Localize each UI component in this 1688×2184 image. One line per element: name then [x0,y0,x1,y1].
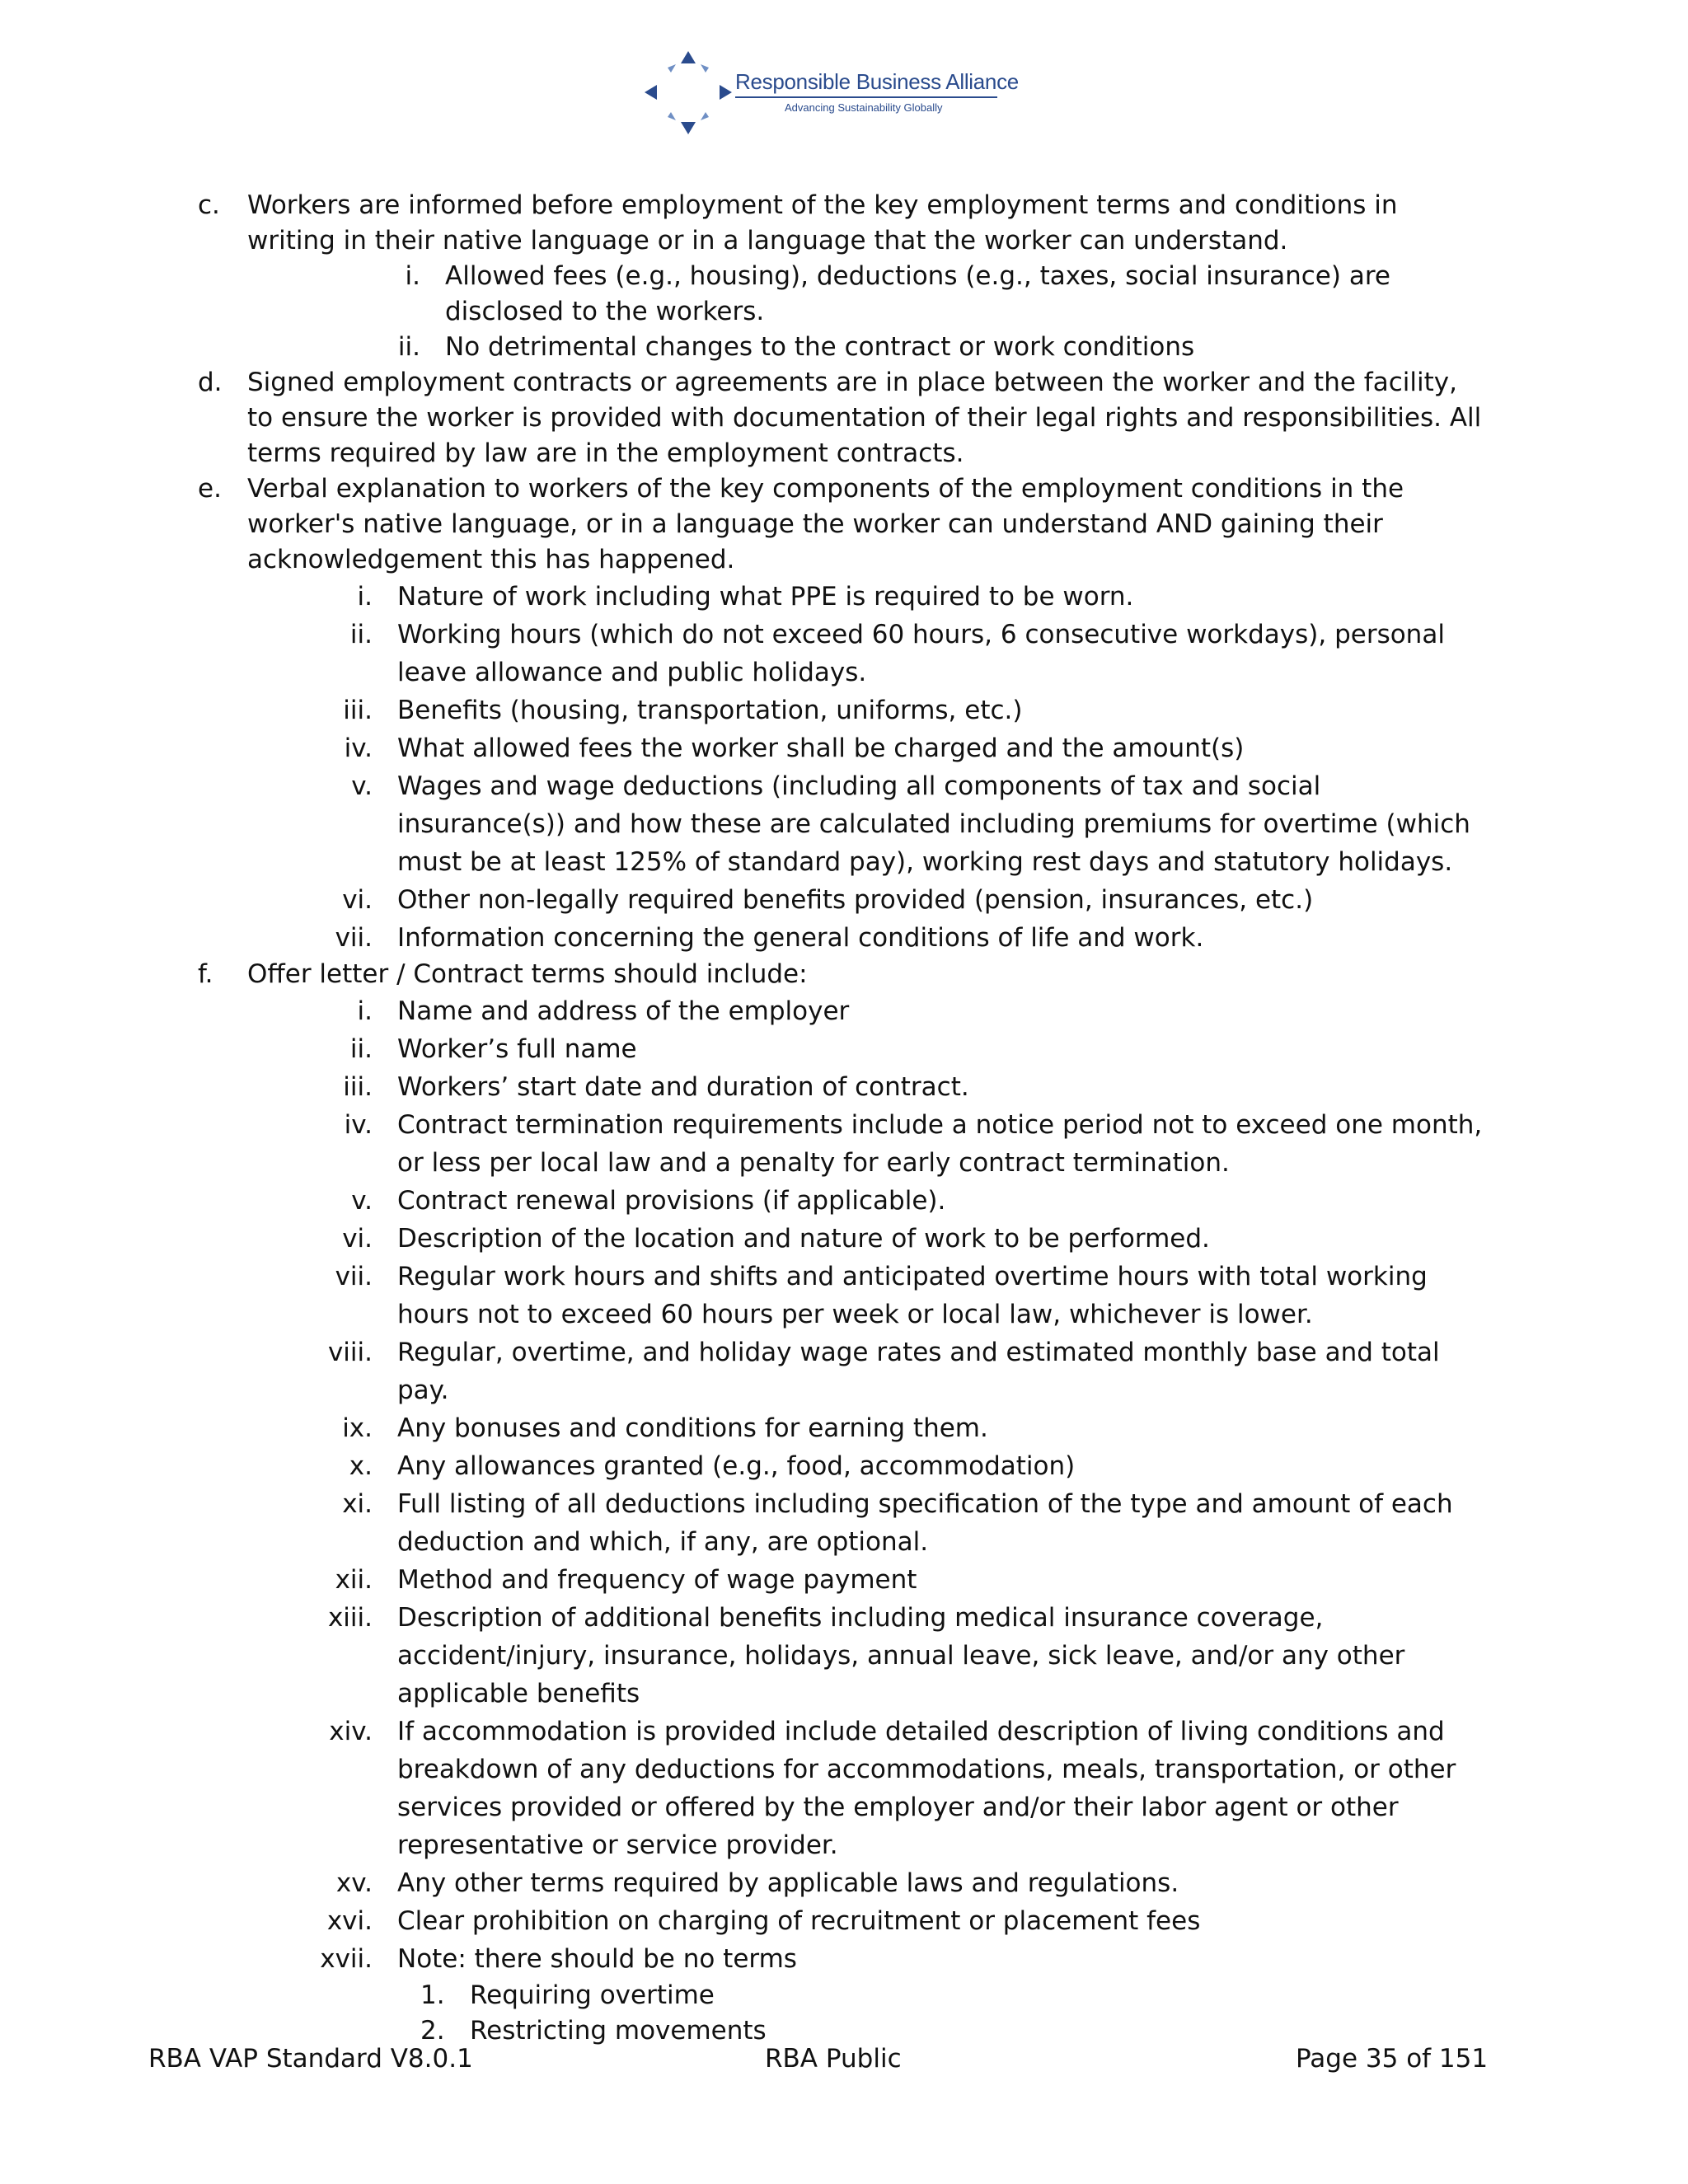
list-marker: x. [349,1451,373,1481]
list-item-text: No detrimental changes to the contract or work conditions [445,332,1195,362]
list-item-text: Clear prohibition on charging of recruitment or placement fees [397,1906,1201,1936]
list-item-text: Method and frequency of wage payment [397,1565,917,1595]
list-marker: v. [351,1186,373,1216]
list-marker: c. [198,190,220,220]
list-item-f-xv [0,1864,1688,1902]
list-item-text: Wages and wage deductions (including all components of tax and social insurance(s)) and how these are calculated including premiums for overtime (which must be at least 125% of standard pay), working rest days and statutory holidays. [397,771,1470,877]
list-item-text: Workers are informed before employment of the key employment terms and conditions in writing in their native language or in a language that the worker can understand. [247,190,1398,255]
page-footer [0,2044,1688,2080]
list-item-e-i [0,578,1688,616]
list-marker: ii. [349,620,373,649]
footer-page-number: Page 35 of 151 [1296,2044,1489,2074]
list-marker: 2. [420,2016,445,2046]
list-item-text: Allowed fees (e.g., housing), deductions (e.g., taxes, social insurance) are disclosed to the workers. [445,261,1390,326]
list-item-f-xii [0,1561,1688,1599]
list-marker: xvi. [326,1906,373,1936]
list-item-text: Regular, overtime, and holiday wage rates and estimated monthly base and total pay. [397,1338,1440,1405]
list-marker: xiv. [329,1717,373,1746]
list-marker: vii. [335,923,373,953]
list-marker: ii. [397,332,420,362]
list-item-text: What allowed fees the worker shall be charged and the amount(s) [397,733,1245,763]
document-body [0,188,1688,2049]
list-item-text: Worker’s full name [397,1034,637,1064]
footer-document-title: RBA VAP Standard V8.0.1 [148,2044,473,2074]
list-item-f-i [0,992,1688,1030]
list-marker: i. [405,261,420,291]
list-item-f-xi [0,1485,1688,1561]
list-item-text: Verbal explanation to workers of the key components of the employment conditions in the worker's native language, or in a language the worker can understand AND gaining their acknowledgement this has happened. [247,474,1404,574]
list-item-text: Full listing of all deductions including specification of the type and amount of each deduction and which, if any, are optional. [397,1489,1453,1557]
list-item-f [0,957,1688,992]
list-marker: i. [357,996,373,1026]
list-item-text: Signed employment contracts or agreements are in place between the worker and the facility, to ensure the worker is provided with documentation of their legal rights and responsibilities. All terms required by law are in the employment contracts. [247,368,1482,468]
list-marker: xiii. [327,1603,373,1633]
list-marker: xv. [335,1868,373,1898]
list-item-text: Requiring overtime [470,1980,715,2010]
list-item-e-v [0,767,1688,881]
list-marker: f. [198,959,213,989]
list-item-f-xiv [0,1713,1688,1864]
list-marker: ix. [342,1413,373,1443]
list-item-e [0,471,1688,578]
list-marker: xii. [335,1565,373,1595]
list-item-f-iii [0,1068,1688,1106]
list-item-text: If accommodation is provided include detailed description of living conditions and breakdown of any deductions for accommodations, meals, transportation, or other services provided or offered by the employer and/or their labor agent or other representative or service provider. [397,1717,1456,1860]
list-item-text: Description of additional benefits including medical insurance coverage, accident/injury, insurance, holidays, annual leave, sick leave, and/or any other applicable benefits [397,1603,1405,1708]
list-marker: 1. [420,1980,445,2010]
list-item-f-viii [0,1333,1688,1409]
list-item-text: Information concerning the general conditions of life and work. [397,923,1204,953]
list-marker: xi. [342,1489,373,1519]
list-item-text: Workers’ start date and duration of contract. [397,1072,969,1102]
list-marker: vi. [342,1224,373,1254]
list-item-text: Offer letter / Contract terms should include: [247,959,808,989]
list-item-d [0,365,1688,471]
list-marker: ii. [349,1034,373,1064]
list-item-text: Contract renewal provisions (if applicable). [397,1186,946,1216]
list-item-e-vi [0,881,1688,919]
footer-classification: RBA Public [765,2044,902,2074]
list-item-text: Description of the location and nature of work to be performed. [397,1224,1210,1254]
list-marker: iv. [344,1110,373,1140]
list-marker: vii. [335,1262,373,1291]
rba-logo-icon [643,49,734,136]
list-item-f-xiii [0,1599,1688,1713]
list-marker: d. [198,368,223,397]
list-item-f-ii [0,1030,1688,1068]
list-marker: v. [351,771,373,801]
logo-divider [735,96,997,98]
list-item-f-ix [0,1409,1688,1447]
list-item-text: Restricting movements [470,2016,767,2046]
logo-title: Responsible Business Alliance [735,69,1019,94]
list-item-f-iv [0,1106,1688,1182]
logo-tagline: Advancing Sustainability Globally [785,101,943,114]
list-item-e-iii [0,691,1688,729]
list-item-f-xvi [0,1902,1688,1940]
list-item-text: Regular work hours and shifts and anticipated overtime hours with total working hours not to exceed 60 hours per week or local law, whichever is lower. [397,1262,1428,1329]
header-logo [0,49,1688,140]
list-marker: iii. [343,1072,373,1102]
list-item-text: Other non-legally required benefits provided (pension, insurances, etc.) [397,885,1314,915]
list-marker: vi. [342,885,373,915]
list-item-f-xvii [0,1940,1688,1978]
list-item-e-iv [0,729,1688,767]
list-item-text: Any bonuses and conditions for earning them. [397,1413,988,1443]
list-item-f-vi [0,1220,1688,1258]
list-item-c-i [0,259,1688,330]
list-item-note-1 [0,1978,1688,2013]
list-marker: e. [198,474,222,504]
list-item-e-vii [0,919,1688,957]
list-item-c-ii [0,330,1688,365]
list-item-text: Name and address of the employer [397,996,850,1026]
list-marker: i. [357,582,373,612]
list-item-text: Contract termination requirements include a notice period not to exceed one month, or less per local law and a penalty for early contract termination. [397,1110,1483,1178]
list-item-f-v [0,1182,1688,1220]
list-item-f-x [0,1447,1688,1485]
list-item-text: Any other terms required by applicable laws and regulations. [397,1868,1179,1898]
list-item-c [0,188,1688,259]
list-item-text: Nature of work including what PPE is required to be worn. [397,582,1134,612]
list-item-text: Any allowances granted (e.g., food, accommodation) [397,1451,1076,1481]
list-item-f-vii [0,1258,1688,1333]
list-marker: viii. [327,1338,373,1367]
list-item-text: Benefits (housing, transportation, uniforms, etc.) [397,696,1023,725]
list-item-text: Working hours (which do not exceed 60 hours, 6 consecutive workdays), personal leave allowance and public holidays. [397,620,1445,687]
list-marker: xvii. [320,1944,373,1974]
list-item-text: Note: there should be no terms [397,1944,797,1974]
list-marker: iii. [343,696,373,725]
list-item-e-ii [0,616,1688,691]
list-marker: iv. [344,733,373,763]
